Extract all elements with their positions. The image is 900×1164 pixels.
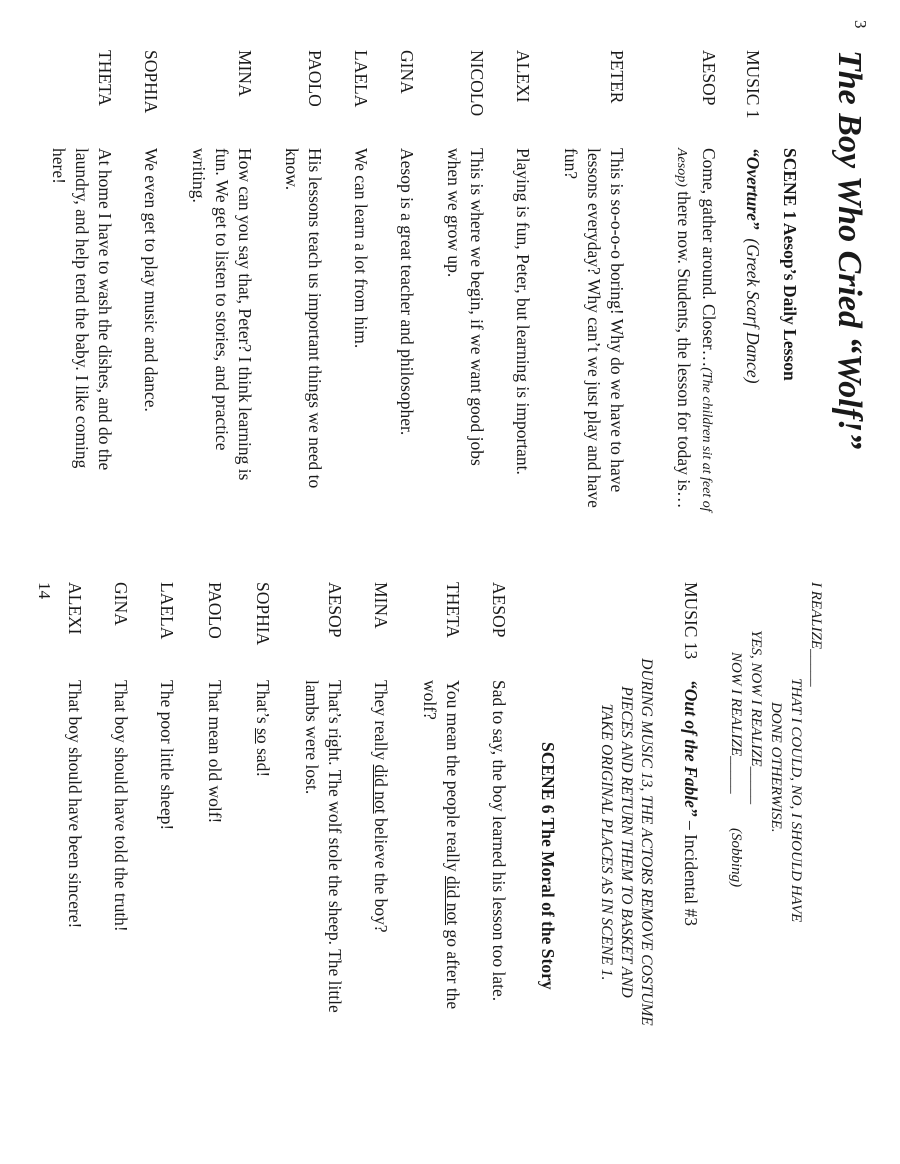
speaker: AESOP — [489, 582, 509, 638]
line-text: The poor little sheep! — [157, 680, 177, 831]
lyric-line: NOW I REALIZE_____ — [728, 652, 744, 794]
line-text: That’s right. The wolf stole the sheep. The little lambs were lost. — [302, 680, 345, 1013]
line-text: Playing is fun, Peter, but learning is important. — [513, 148, 533, 475]
lyric-line: YES, NOW I REALIZE_____ — [748, 630, 764, 805]
speaker: PETER — [607, 50, 627, 104]
speaker: ALEXI — [65, 582, 85, 635]
speaker: GINA — [111, 582, 131, 626]
emphasis: so — [253, 728, 273, 744]
music-title: “Out of the Fable” — [681, 680, 701, 817]
line-text: go after the wolf? — [420, 680, 463, 1010]
speaker: LAELA — [351, 50, 371, 108]
scene-6-heading: SCENE 6 The Moral of the Story — [538, 742, 558, 990]
speaker: MUSIC 1 — [743, 50, 763, 119]
lyric-line: THAT I COULD, NO, I SHOULD HAVE — [788, 678, 804, 923]
play-title: The Boy Who Cried “Wolf!” — [831, 50, 868, 450]
page-number: 3 — [851, 20, 870, 29]
lyric-line: I REALIZE_____ — [808, 582, 824, 687]
speaker: PAOLO — [305, 50, 325, 107]
stage-direction: (The children sit at feet of Aesop) — [674, 148, 714, 512]
emphasis: did not — [443, 876, 463, 926]
speaker: MUSIC 13 — [681, 582, 701, 660]
lyric-line: DONE OTHERWISE. — [768, 702, 784, 833]
line-text: That boy should have been sincere! — [65, 680, 85, 929]
music-title: “Overture” — [743, 148, 763, 230]
speaker: GINA — [397, 50, 417, 94]
line-text: Aesop is a great teacher and philosopher. — [397, 148, 417, 436]
line-text: That boy should have told the truth! — [111, 680, 131, 932]
speaker: PAOLO — [205, 582, 225, 639]
music-note: (Greek Scarf Dance) — [743, 238, 763, 384]
speaker: MINA — [371, 582, 391, 629]
line-text: sad! — [253, 743, 273, 778]
music-note: – Incidental #3 — [681, 816, 701, 926]
line-text: Come, gather around. Closer… — [699, 148, 719, 368]
stage-direction-line: TAKE ORIGINAL PLACES AS IN SCENE 1. — [598, 703, 615, 981]
page-number: 14 — [35, 582, 54, 599]
page-14 — [0, 582, 900, 1164]
line-text: believe the boy? — [371, 813, 391, 933]
line-text: They really — [371, 680, 391, 765]
speaker: SOPHIA — [141, 50, 161, 114]
line-text: You mean the people really — [443, 680, 463, 877]
line-text: At home I have to wash the dishes, and do the laundry, and help tend the baby. I like coming here! — [49, 148, 115, 471]
line-text: That’s — [253, 680, 273, 729]
line-text: That mean old wolf! — [205, 680, 225, 824]
line-text: His lessons teach us important things we need to know. — [282, 148, 325, 489]
line-text: We can learn a lot from him. — [351, 148, 371, 349]
speaker: ALEXI — [513, 50, 533, 103]
speaker: AESOP — [699, 50, 719, 106]
speaker: MINA — [235, 50, 255, 97]
line-text: Sad to say, the boy learned his lesson too late. — [489, 680, 509, 1002]
line-text: This is where we begin, if we want good jobs when we grow up. — [444, 148, 487, 466]
line-text: We even get to play music and dance. — [141, 148, 161, 412]
scene-1-heading: SCENE 1 Aesop’s Daily Lesson — [780, 148, 800, 381]
line-text: How can you say that, Peter? I think learning is fun. We get to listen to stories, and practice writing. — [189, 148, 255, 481]
line-text: This is so-o-o-o boring! Why do we have to have lessons everyday? Why can’t we just play and have fun? — [561, 148, 627, 508]
speaker: AESOP — [325, 582, 345, 638]
stage-direction-line: DURING MUSIC 13, THE ACTORS REMOVE COSTUME — [638, 658, 655, 1026]
speaker: LAELA — [157, 582, 177, 640]
speaker: SOPHIA — [253, 582, 273, 646]
speaker: THETA — [443, 582, 463, 638]
stage-direction-block — [596, 602, 656, 1082]
line-text: there now. Students, the lesson for today is… — [674, 186, 694, 509]
stage-direction-line: PIECES AND RETURN THEM TO BASKET AND — [618, 686, 635, 998]
stage-direction: (Sobbing) — [728, 828, 744, 888]
speaker: THETA — [95, 50, 115, 106]
speaker: NICOLO — [467, 50, 487, 117]
emphasis: did not — [371, 764, 391, 814]
